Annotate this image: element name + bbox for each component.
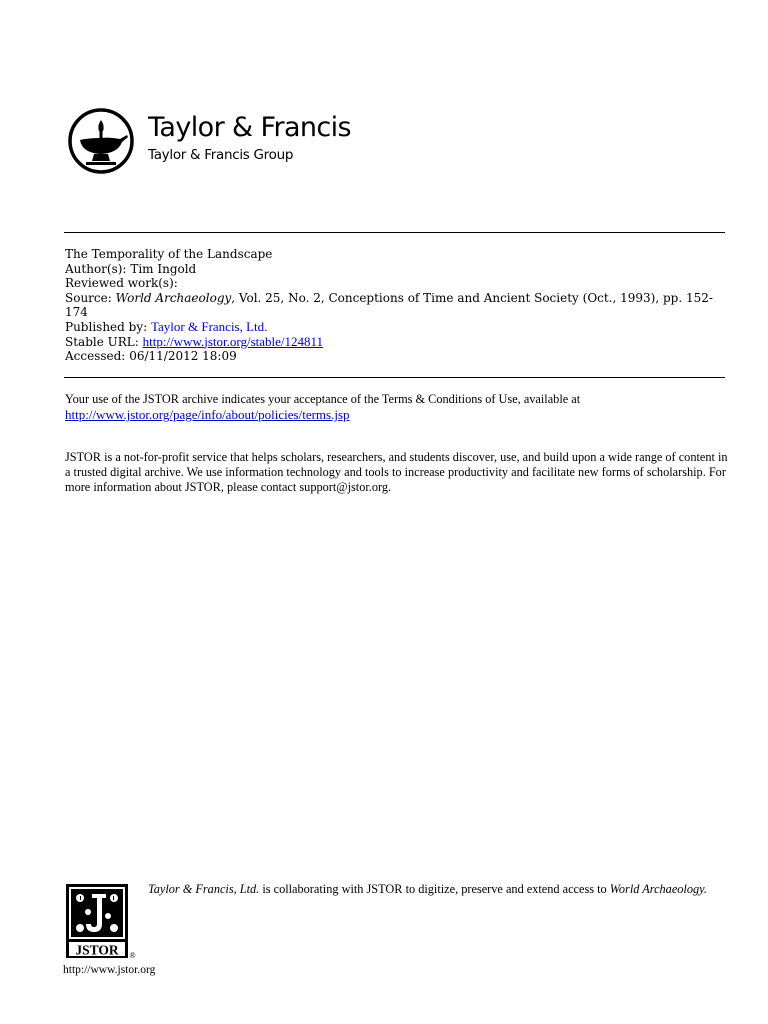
registered-mark: ® — [129, 951, 136, 960]
divider-bottom — [64, 377, 725, 378]
collab-text: is collaborating with JSTOR to digitize, preserve and extend access to — [259, 882, 610, 896]
publisher-logo-name: Taylor & Francis — [148, 112, 352, 143]
source-line — [65, 291, 725, 320]
terms-link[interactable]: http://www.jstor.org/page/info/about/policies/terms.jsp — [65, 407, 350, 423]
jstor-seal-icon — [66, 884, 136, 962]
author-name: Tim Ingold — [130, 261, 197, 276]
article-title: The Temporality of the Landscape — [65, 247, 273, 261]
terms-notice-text: Your use of the JSTOR archive indicates your acceptance of the Terms & Conditions of Use, available at — [65, 392, 581, 406]
journal-name: World Archaeology — [115, 290, 232, 305]
about-jstor-notice: JSTOR is a not-for-profit service that helps scholars, researchers, and students discover, use, and build upon a wide range of content in a trusted digital archive. We use information technology and tools to increase productivity and facilitate new forms of scholarship. For more information about JSTOR, please contact support@jstor.org. — [65, 450, 728, 495]
author-line — [65, 262, 725, 277]
accessed-label: Accessed: — [65, 349, 126, 364]
stable-url-label: Stable URL: — [65, 334, 139, 349]
collaboration-statement — [148, 884, 708, 896]
source-label: Source: — [65, 290, 112, 305]
publisher-logo-group: Taylor & Francis Group — [148, 147, 294, 163]
stable-url-link[interactable]: http://www.jstor.org/stable/124811 — [142, 333, 324, 349]
jstor-url[interactable]: http://www.jstor.org — [63, 964, 156, 976]
published-by-label: Published by: — [65, 319, 148, 334]
article-metadata — [65, 247, 725, 364]
accessed-date: 06/11/2012 18:09 — [129, 349, 237, 364]
stable-url-line — [65, 335, 725, 350]
jstor-logo — [66, 884, 136, 962]
oil-lamp-emblem-icon — [66, 106, 136, 176]
published-by-line — [65, 320, 725, 335]
terms-notice — [65, 392, 730, 423]
publisher-logo — [66, 104, 366, 184]
accessed-line — [65, 349, 725, 364]
divider-top — [64, 232, 725, 233]
reviewed-works-label: Reviewed work(s): — [65, 276, 178, 291]
jstor-wordmark: JSTOR — [75, 942, 119, 958]
source-details: , Vol. 25, No. 2, Conceptions of Time and Ancient Society (Oct., 1993), pp. 152-174 — [65, 290, 713, 320]
collab-journal: World Archaeology. — [609, 882, 707, 896]
author-label: Author(s): — [65, 261, 127, 276]
publisher-link[interactable]: Taylor & Francis, Ltd. — [150, 318, 268, 334]
collab-publisher: Taylor & Francis, Ltd. — [148, 882, 260, 896]
